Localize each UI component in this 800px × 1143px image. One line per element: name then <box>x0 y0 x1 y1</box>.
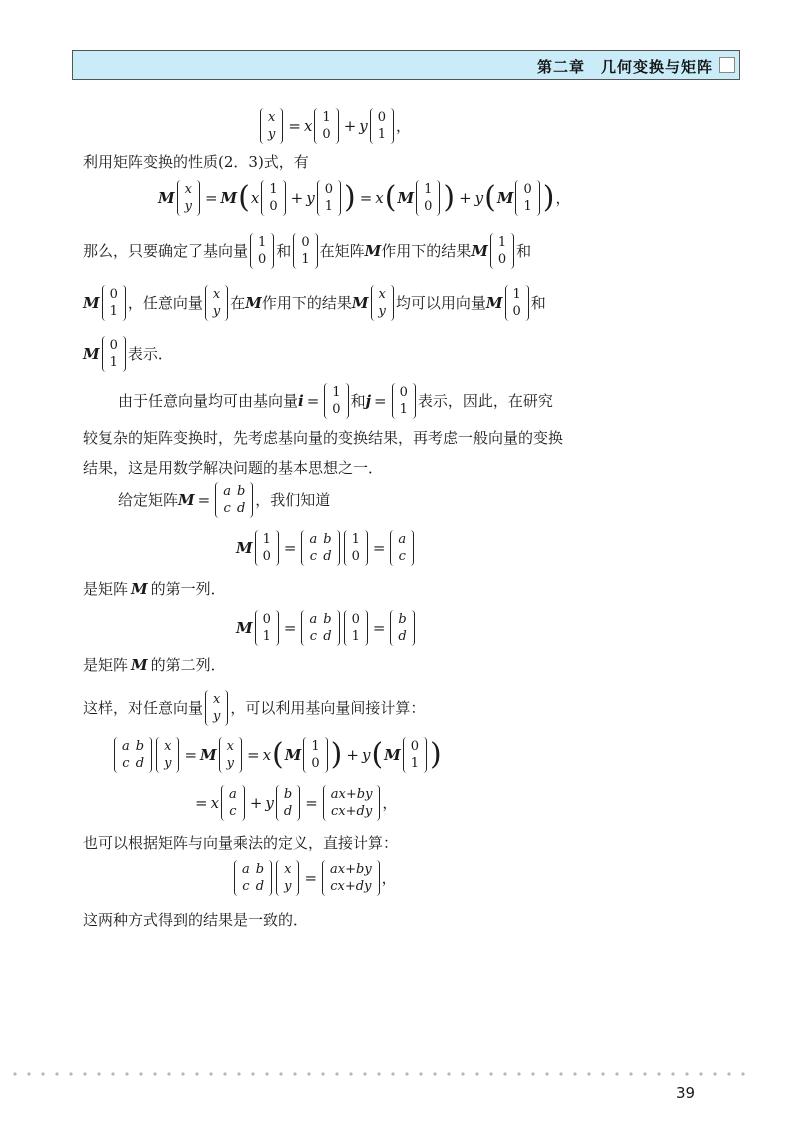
text-conclusion: 这两种方式得到的结果是一致的． <box>83 911 309 929</box>
chapter-header-bar <box>72 50 740 80</box>
text-first-column: 是矩阵 M 的第一列． <box>83 580 226 598</box>
equation-indirect-2: = x a c + y b d = ax+by cx+dy ， <box>195 787 398 819</box>
text-line-4: M 0 1 表示． <box>83 338 173 370</box>
text-paragraph-2-body: 较复杂的矩阵变换时，先考虑基向量的变换结果，再考虑一般向量的变换结果，这是用数学解决问题的基本思想之一． <box>83 429 564 477</box>
text-paragraph-2-line-1: 由于任意向量均可由基向量 i = 1 0 和 j = 0 1 表示，因此，在研究 <box>118 385 553 417</box>
text-given-matrix: 给定矩阵 M = a c b d ，我们知道 <box>118 484 331 516</box>
header-square-icon <box>719 57 735 73</box>
text-line-3: M 0 1 ，任意向量 x y 在 M 作用下的结果 M x y 均可以用向量 M 1 0 和 <box>83 287 546 319</box>
equation-indirect-1: a c b d x y = M x y = x ( M 1 0 ) + y ( M 0 1 ) <box>112 737 443 773</box>
text-direct-calc: 也可以根据矩阵与向量乘法的定义，直接计算： <box>83 834 399 852</box>
text-indirect-calc: 这样，对任意向量 x y ，可以利用基向量间接计算： <box>83 692 426 724</box>
page-number: 39 <box>676 1084 696 1102</box>
equation-first-column: M 1 0 = a c b d 1 0 = a c <box>236 530 416 566</box>
text-line-1: 利用矩阵变换的性质(2．3)式，有 <box>83 153 309 171</box>
equation-second-column: M 0 1 = a c b d 0 1 = b d <box>236 610 417 646</box>
text-second-column: 是矩阵 M 的第二列． <box>83 656 226 674</box>
equation-direct: a c b d x y = ax+by cx+dy ， <box>232 860 397 896</box>
equation-basis-decomposition: x y = x 1 0 + y 0 1 ， <box>258 108 411 144</box>
text-line-2: 那么，只要确定了基向量 1 0 和 0 1 在矩阵 M 作用下的结果 M 1 0 和 <box>83 235 532 267</box>
equation-linearity: M x y = M ( x 1 0 + y 0 1 ) = x ( M 1 0 ) + y ( M 0 1 ) ， <box>158 180 571 215</box>
chapter-title: 第二章 几何变换与矩阵 <box>536 58 713 76</box>
footer-dotted-divider <box>8 1072 748 1076</box>
